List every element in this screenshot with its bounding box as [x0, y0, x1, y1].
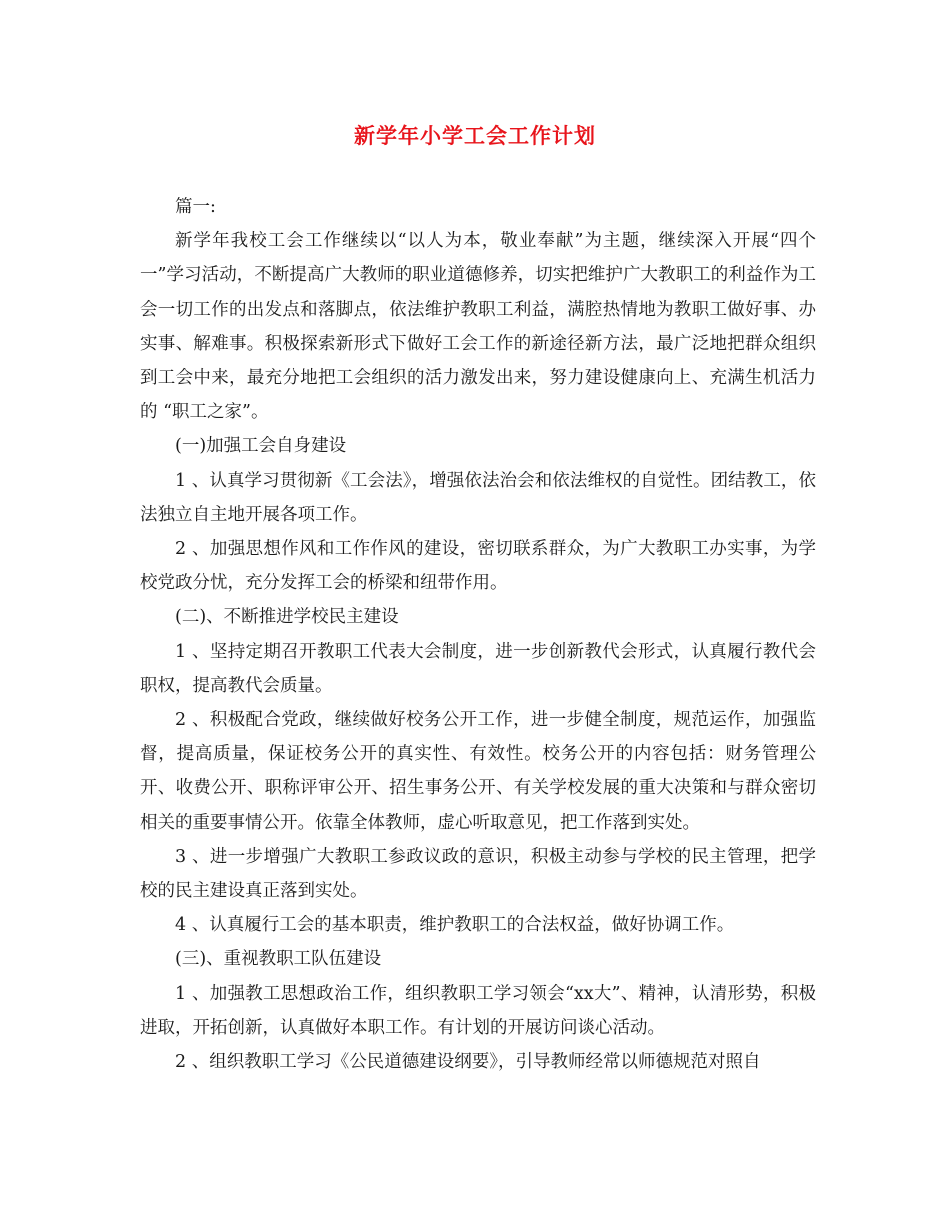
list-item: 1 、认真学习贯彻新《工会法》，增强依法治会和依法维权的自觉性。团结教工，依法独立自主地开展各项工作。: [140, 470, 816, 525]
list-item: 2 、组织教职工学习《公民道德建设纲要》，引导教师经常以师德规范对照自: [175, 1052, 761, 1073]
intro-paragraph: 新学年我校工会工作继续以“以人为本，敬业奉献”为主题，继续深入开展“四个一”学习活动，不断提高广大教师的职业道德修养，切实把维护广大教职工的利益作为工会一切工作的出发点和落脚点，依法维护教职工利益，满腔热情地为教职工做好事、办实事、解难事。积极探索新形式下做好工会工作的新途径新方法，最广泛地把群众组织到工会中来，最充分地把工会组织的活力激发出来，努力建设健康向上、充满生机活力的 “职工之家”。: [140, 231, 816, 423]
list-item: 2 、积极配合党政，继续做好校务公开工作，进一步健全制度，规范运作，加强监督，提高质量，保证校务公开的真实性、有效性。校务公开的内容包括：财务管理公开、收费公开、职称评审公开、招生事务公开、有关学校发展的重大决策和与群众密切相关的重要事情公开。依靠全体教师，虚心听取意见，把工作落到实处。: [140, 710, 816, 833]
section-heading: (二)、不断推进学校民主建设: [175, 607, 399, 628]
list-item: 3 、进一步增强广大教职工参政议政的意识，积极主动参与学校的民主管理，把学校的民主建设真正落到实处。: [140, 846, 816, 902]
section-heading: (一)加强工会自身建设: [175, 436, 347, 457]
list-item: 1 、坚持定期召开教职工代表大会制度，进一步创新教代会形式，认真履行教代会职权，提高教代会质量。: [140, 641, 816, 696]
list-item: 2 、加强思想作风和工作作风的建设，密切联系群众，为广大教职工办实事，为学校党政分忧，充分发挥工会的桥梁和纽带作用。: [140, 539, 816, 594]
list-item: 4 、认真履行工会的基本职责，维护教职工的合法权益，做好协调工作。: [175, 915, 735, 936]
list-item: 1 、加强教工思想政治工作，组织教职工学习领会“xx大”、精神，认清形势，积极进取，开拓创新，认真做好本职工作。有计划的开展访问谈心活动。: [140, 983, 816, 1038]
document-body: [140, 190, 816, 1079]
section-label: 篇一:: [175, 197, 216, 217]
document-title: 新学年小学工会工作计划: [354, 124, 596, 148]
section-heading: (三)、重视教职工队伍建设: [175, 949, 382, 970]
